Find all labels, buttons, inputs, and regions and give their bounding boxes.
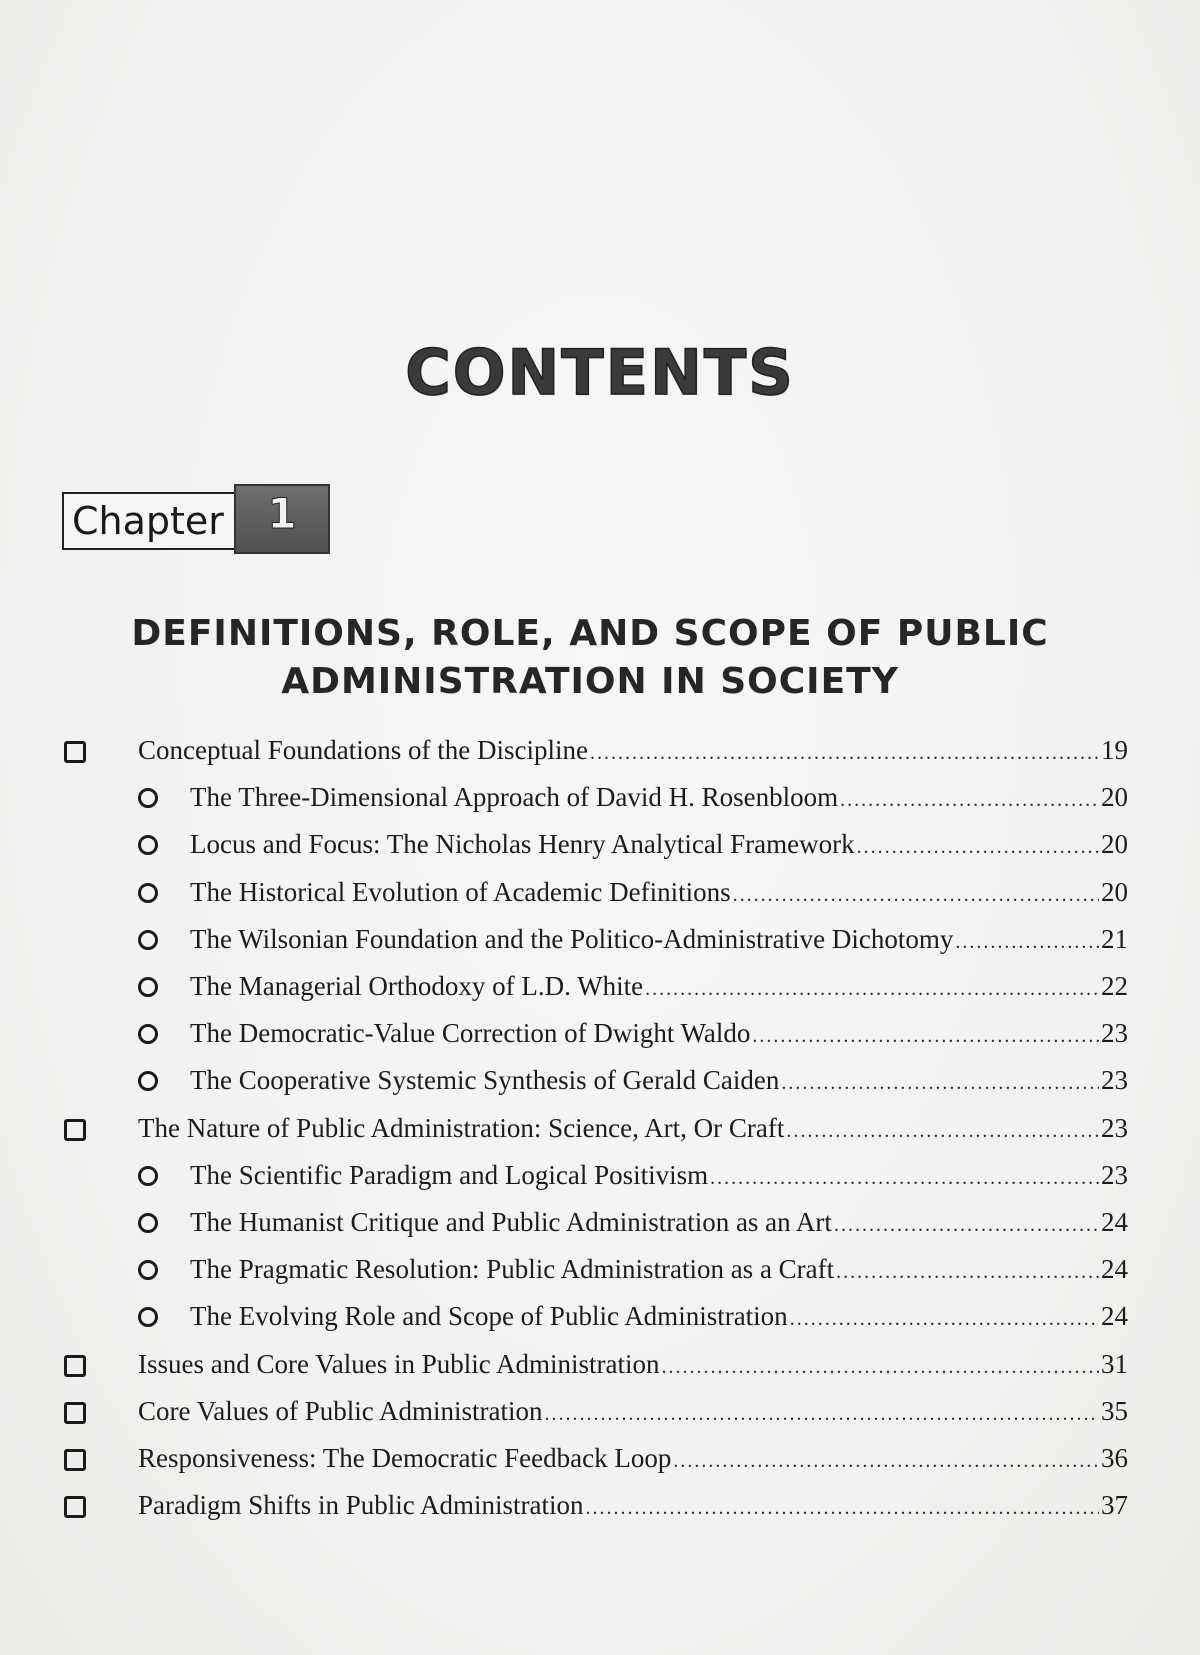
toc-page-number: 36 [1101, 1443, 1128, 1473]
dot-leader [857, 836, 1099, 859]
dot-leader [645, 978, 1099, 1001]
toc-subsection-entry [190, 1018, 1128, 1049]
circle-bullet-icon [138, 1071, 158, 1091]
circle-bullet-icon [138, 977, 158, 997]
checkbox-square-icon [64, 741, 86, 763]
toc-page-number: 22 [1101, 971, 1128, 1001]
toc-page-number: 24 [1101, 1301, 1128, 1332]
toc-page-number: 24 [1101, 1207, 1128, 1237]
toc-subsection-entry [190, 1301, 1128, 1332]
checkbox-square-icon [64, 1355, 86, 1377]
toc-subsection-entry [190, 924, 1128, 955]
circle-bullet-icon [138, 788, 158, 808]
dot-leader [710, 1167, 1099, 1190]
circle-bullet-icon [138, 1166, 158, 1186]
dot-leader [752, 1025, 1099, 1048]
toc-entry-title: Issues and Core Values in Public Administration [138, 1348, 660, 1379]
toc-entry-title: The Democratic-Value Correction of Dwight Waldo [190, 1018, 751, 1049]
dot-leader [955, 931, 1099, 954]
chapter-number: 1 [234, 484, 330, 554]
circle-bullet-icon [138, 930, 158, 950]
toc-entry-title: The Wilsonian Foundation and the Politico-Administrative Dichotomy [190, 923, 954, 954]
toc-section-entry [138, 1443, 1128, 1474]
toc-entry-title: Responsiveness: The Democratic Feedback Loop [138, 1443, 672, 1473]
dot-leader [544, 1403, 1099, 1426]
toc-page-number: 23 [1101, 1112, 1128, 1143]
toc-subsection-entry [190, 1254, 1128, 1285]
chapter-badge [62, 489, 330, 550]
dot-leader [586, 1497, 1100, 1520]
dot-leader [590, 742, 1099, 765]
toc-entry-title: Core Values of Public Administration [138, 1395, 543, 1426]
toc-entry-title: The Nature of Public Administration: Science, Art, Or Craft [138, 1112, 785, 1143]
toc-page-number: 23 [1101, 1159, 1128, 1190]
toc-page-number: 19 [1101, 735, 1128, 765]
circle-bullet-icon [138, 1213, 158, 1233]
toc-section-entry [138, 1490, 1128, 1521]
toc-page-number: 20 [1101, 876, 1128, 907]
chapter-heading [90, 610, 1090, 706]
toc-entry-title: The Pragmatic Resolution: Public Administration as a Craft [190, 1254, 835, 1285]
toc-section-entry [138, 1349, 1128, 1380]
checkbox-square-icon [64, 1119, 86, 1141]
toc-page-number: 23 [1101, 1065, 1128, 1096]
dot-leader [790, 1308, 1099, 1331]
toc-entry-title: The Evolving Role and Scope of Public Administration [190, 1301, 788, 1332]
dot-leader [733, 884, 1099, 907]
toc-page-number: 24 [1101, 1254, 1128, 1285]
toc-entry-title: The Cooperative Systemic Synthesis of Gerald Caiden [190, 1065, 780, 1096]
toc-entry-title: Locus and Focus: The Nicholas Henry Analytical Framework [190, 829, 855, 860]
toc-subsection-entry [190, 782, 1128, 813]
toc-subsection-entry [190, 971, 1128, 1002]
toc-entry-title: The Humanist Critique and Public Administration as an Art [190, 1207, 832, 1237]
toc-entry-title: The Managerial Orthodoxy of L.D. White [190, 971, 644, 1001]
checkbox-square-icon [64, 1496, 86, 1518]
toc-subsection-entry [190, 1207, 1128, 1238]
dot-leader [836, 1261, 1099, 1284]
page-title: CONTENTS [405, 336, 795, 409]
circle-bullet-icon [138, 1024, 158, 1044]
chapter-heading-line-1: DEFINITIONS, ROLE, AND SCOPE OF PUBLIC [131, 613, 1049, 654]
toc-page-number: 35 [1101, 1395, 1128, 1426]
circle-bullet-icon [138, 1307, 158, 1327]
dot-leader [834, 1214, 1099, 1237]
toc-subsection-entry [190, 1065, 1128, 1096]
chapter-label: Chapter [62, 492, 234, 550]
toc-entry-title: Paradigm Shifts in Public Administration [138, 1490, 584, 1521]
toc-section-entry [138, 1113, 1128, 1144]
toc-subsection-entry [190, 877, 1128, 908]
toc-section-entry [138, 735, 1128, 766]
toc-entry-title: The Historical Evolution of Academic Definitions [190, 876, 731, 907]
toc-page-number: 23 [1101, 1018, 1128, 1049]
toc-page-number: 20 [1101, 782, 1128, 813]
dot-leader [786, 1120, 1099, 1143]
dot-leader [840, 789, 1099, 812]
toc-entry-title: The Three-Dimensional Approach of David H. Rosenbloom [190, 782, 839, 813]
toc-section-entry [138, 1396, 1128, 1427]
toc-entry-title: The Scientific Paradigm and Logical Positivism [190, 1159, 709, 1190]
circle-bullet-icon [138, 835, 158, 855]
chapter-heading-line-2: ADMINISTRATION IN SOCIETY [281, 661, 899, 702]
checkbox-square-icon [64, 1402, 86, 1424]
toc-page-number: 21 [1101, 923, 1128, 954]
circle-bullet-icon [138, 1260, 158, 1280]
toc-subsection-entry [190, 1160, 1128, 1191]
toc-page-number: 31 [1101, 1348, 1128, 1379]
toc-page-number: 20 [1101, 829, 1128, 860]
toc-subsection-entry [190, 829, 1128, 860]
toc-entry-title: Conceptual Foundations of the Discipline [138, 735, 588, 765]
checkbox-square-icon [64, 1449, 86, 1471]
toc-page-number: 37 [1101, 1490, 1128, 1521]
dot-leader [781, 1072, 1099, 1095]
circle-bullet-icon [138, 883, 158, 903]
dot-leader [673, 1450, 1099, 1473]
dot-leader [661, 1356, 1099, 1379]
